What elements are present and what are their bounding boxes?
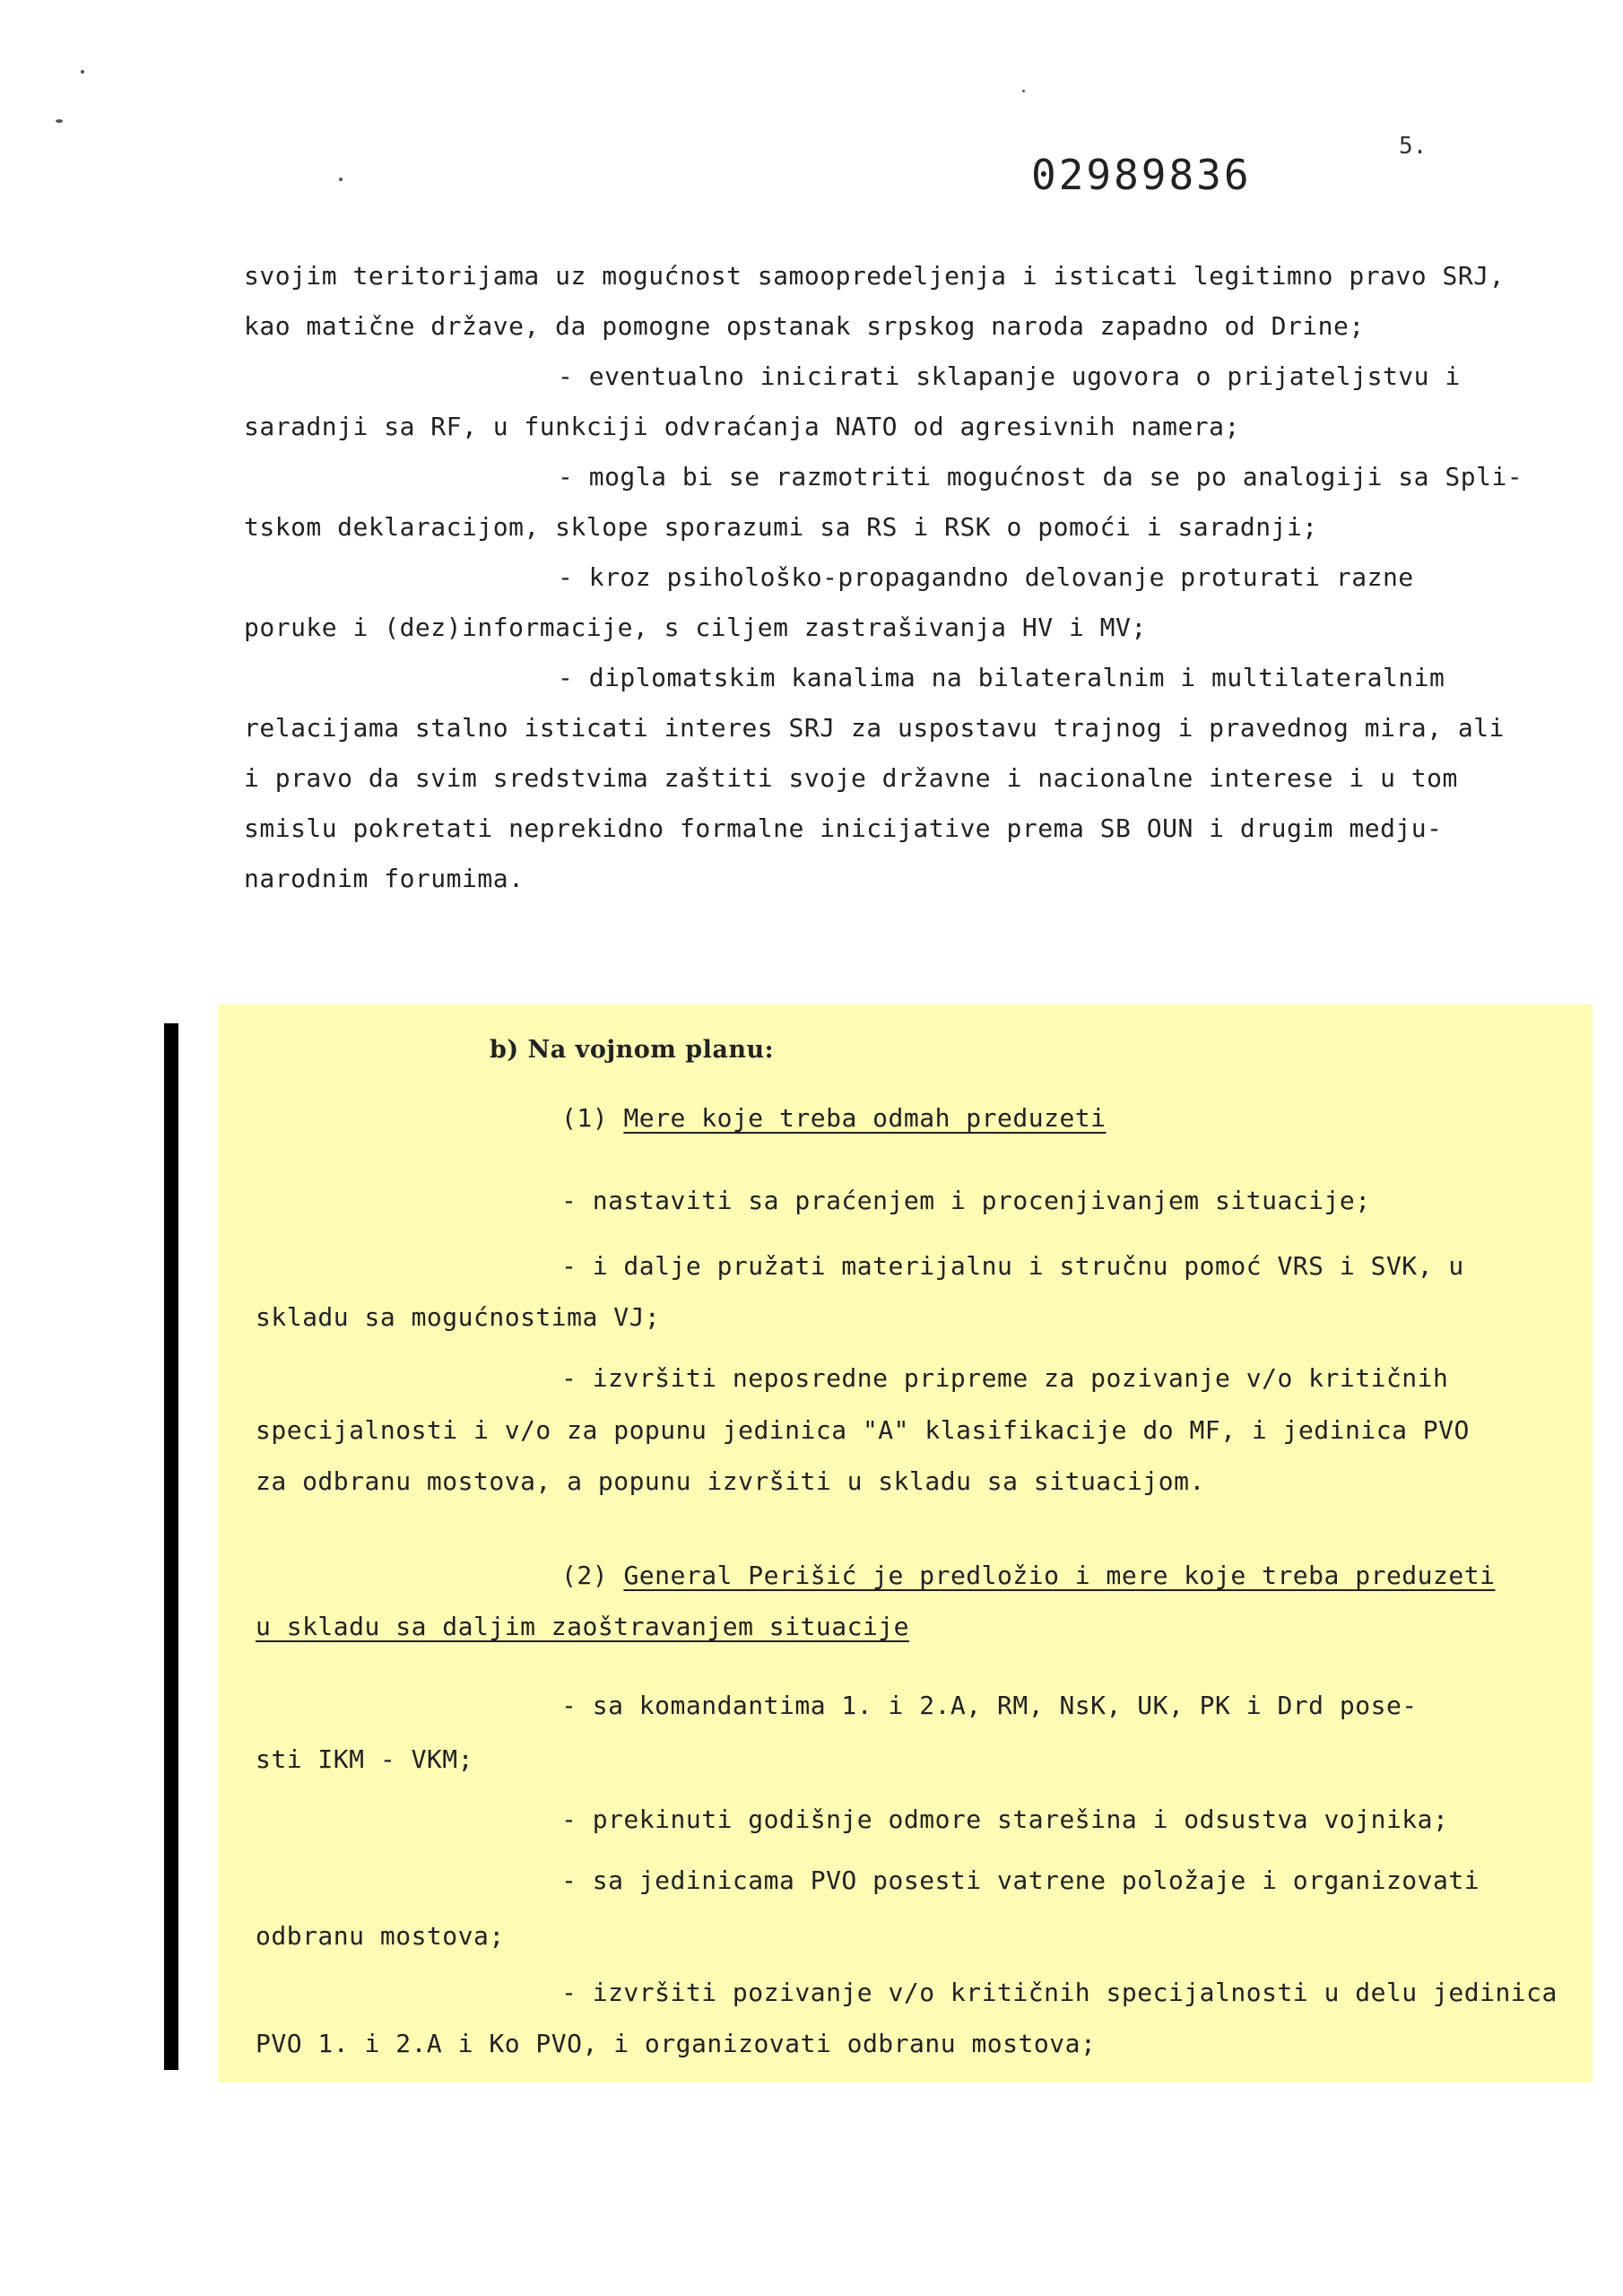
subsection-2-title-cont: u skladu sa daljim zaoštravanjem situacije xyxy=(256,1612,910,1641)
subsection-1-number: (1) xyxy=(561,1103,609,1133)
text-line: svojim teritorijama uz mogućnost samoopredeljenja i isticati legitimno pravo SRJ, xyxy=(244,261,1505,291)
text-line: i pravo da svim sredstvima zaštiti svoje državne i nacionalne interese i u tom xyxy=(244,763,1458,793)
text-line: - diplomatskim kanalima na bilateralnim i multilateralnim xyxy=(558,663,1445,692)
list-item: odbranu mostova; xyxy=(256,1921,505,1951)
list-item: sti IKM - VKM; xyxy=(256,1744,474,1774)
margin-marker-bar xyxy=(164,1023,178,2070)
subsection-2-title: General Perišić je predložio i mere koje treba preduzeti xyxy=(623,1561,1496,1590)
scan-speck xyxy=(81,70,84,74)
text-line: - eventualno inicirati sklapanje ugovora o prijateljstvu i xyxy=(558,361,1461,391)
text-line: relacijama stalno isticati interes SRJ za uspostavu trajnog i pravednog mira, ali xyxy=(244,713,1505,743)
text-line: narodnim forumima. xyxy=(244,864,525,893)
list-item: specijalnosti i v/o za popunu jedinica "A" klasifikacije do MF, i jedinica PVO xyxy=(256,1415,1470,1445)
list-item: PVO 1. i 2.A i Ko PVO, i organizovati odbranu mostova; xyxy=(256,2029,1097,2058)
subsection-1-title: Mere koje treba odmah preduzeti xyxy=(623,1103,1107,1133)
scan-speck xyxy=(56,119,63,123)
text-line: kao matične države, da pomogne opstanak srpskog naroda zapadno od Drine; xyxy=(244,311,1365,341)
text-line: - mogla bi se razmotriti mogućnost da se po analogiji sa Spli- xyxy=(558,462,1523,491)
list-item: - sa komandantima 1. i 2.A, RM, NsK, UK, PK i Drd pose- xyxy=(561,1691,1418,1720)
scan-speck xyxy=(1022,90,1025,92)
list-item: - nastaviti sa praćenjem i procenjivanjem situacije; xyxy=(561,1186,1371,1215)
document-number: 02989836 xyxy=(1031,151,1252,199)
list-item: - sa jedinicama PVO posesti vatrene položaje i organizovati xyxy=(561,1866,1480,1895)
page-number: 5. xyxy=(1399,133,1428,160)
text-line: - kroz psihološko-propagandno delovanje proturati razne xyxy=(558,562,1414,592)
subsection-1-heading xyxy=(561,1103,1107,1133)
section-heading: b) Na vojnom planu: xyxy=(490,1036,775,1064)
body-text-top xyxy=(244,251,1526,904)
text-line: saradnji sa RF, u funkciji odvraćanja NATO od agresivnih namera; xyxy=(244,412,1240,441)
list-item: za odbranu mostova, a popunu izvršiti u skladu sa situacijom. xyxy=(256,1466,1205,1496)
list-item: - izvršiti pozivanje v/o kritičnih specijalnosti u delu jedinica xyxy=(561,1978,1558,2007)
list-item: - i dalje pružati materijalnu i stručnu pomoć VRS i SVK, u xyxy=(561,1251,1464,1281)
text-line: smislu pokretati neprekidno formalne inicijative prema SB OUN i drugim medju- xyxy=(244,813,1443,843)
text-line: tskom deklaracijom, sklope sporazumi sa RS i RSK o pomoći i saradnji; xyxy=(244,512,1318,542)
list-item: skladu sa mogućnostima VJ; xyxy=(256,1302,661,1332)
list-item: - prekinuti godišnje odmore starešina i odsustva vojnika; xyxy=(561,1805,1449,1834)
subsection-2-number: (2) xyxy=(561,1561,609,1590)
list-item: - izvršiti neposredne pripreme za pozivanje v/o kritičnih xyxy=(561,1363,1449,1393)
subsection-2-heading xyxy=(561,1561,1495,1590)
text-line: poruke i (dez)informacije, s ciljem zastrašivanja HV i MV; xyxy=(244,613,1147,642)
scan-speck xyxy=(339,178,343,181)
